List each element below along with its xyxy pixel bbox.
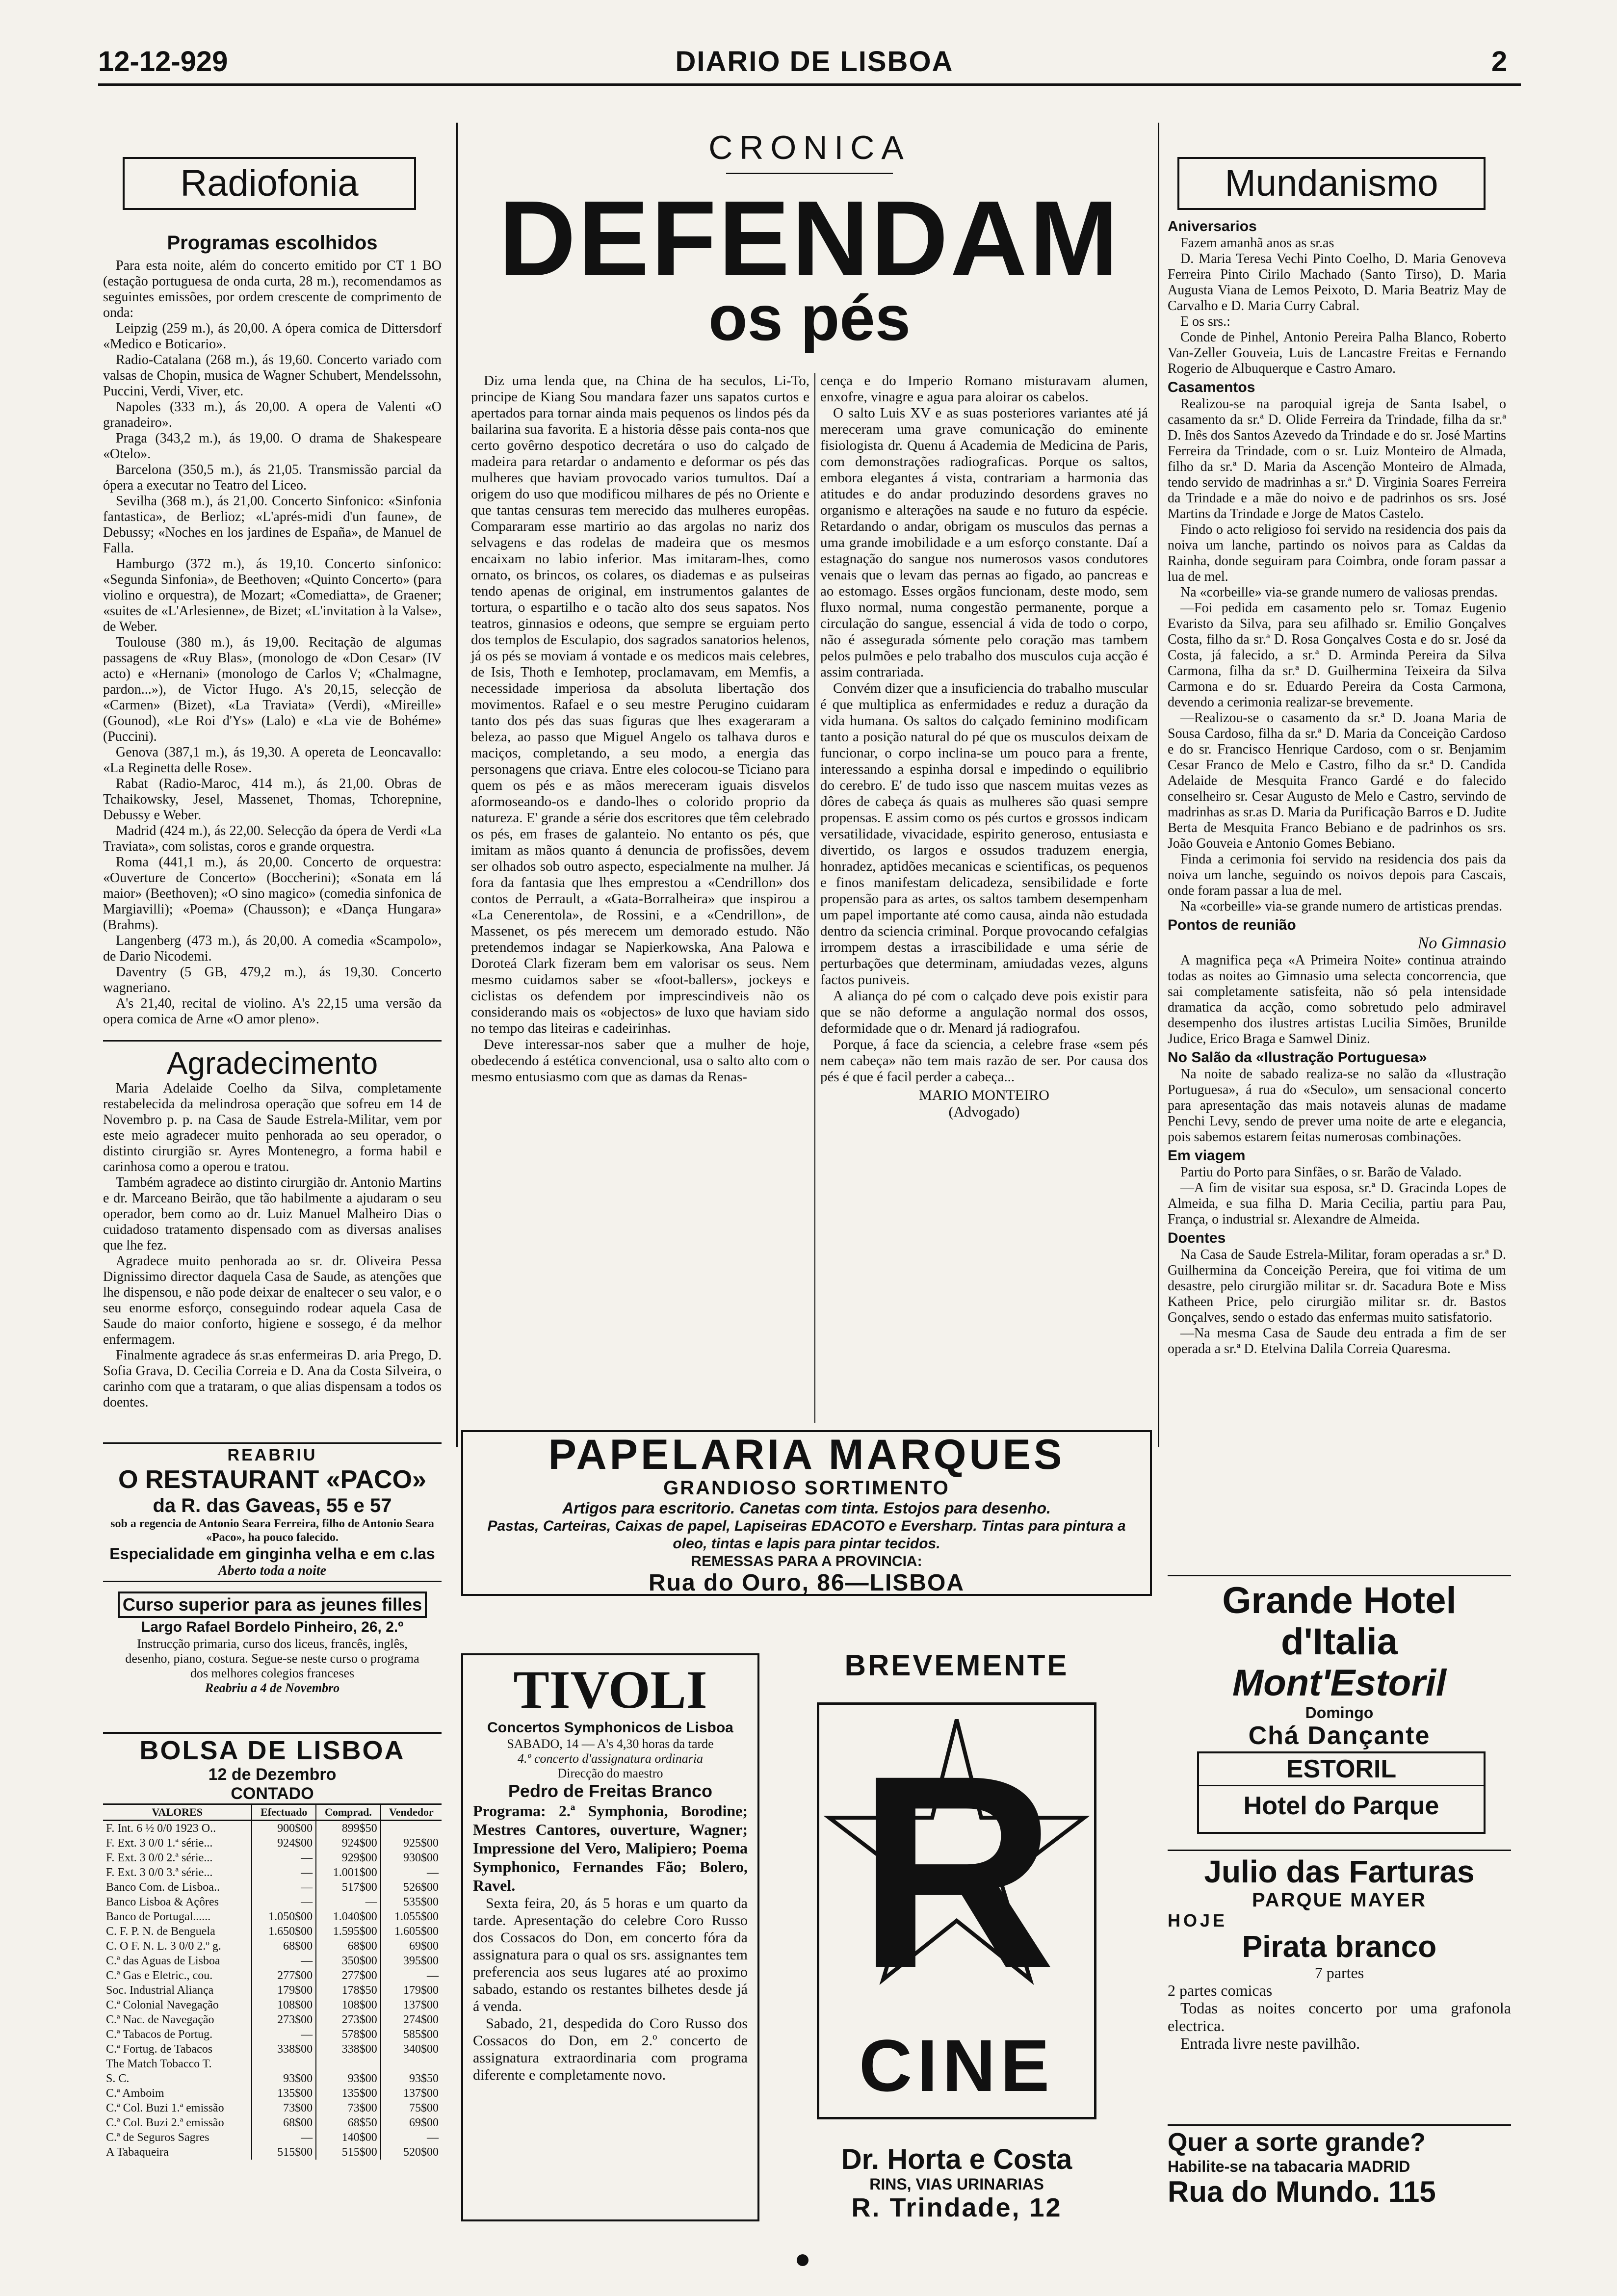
hotel-event: Chá Dançante (1248, 1722, 1431, 1750)
bolsa-col-valores: VALORES (103, 1804, 252, 1821)
bolsa-row (103, 1909, 442, 1924)
bolsa-header-row (103, 1804, 442, 1821)
radio-para: Rabat (Radio-Maroc, 414 m.), ás 21,00. Obras de Tchaikowsky, Jesel, Massenet, Thomas, Tchorepnine, Debussy e Weber. (103, 776, 442, 823)
bolsa-cell-name: C. O F. N. L. 3 0/0 2.º g. (106, 1940, 221, 1953)
bolsa-cell-value: 1.595$00 (316, 1924, 381, 1939)
mundanismo-heading: Em viagem (1168, 1148, 1246, 1164)
bolsa-cell-value: — (381, 1968, 442, 1983)
bolsa-cell-value: 135$00 (252, 2086, 316, 2101)
brevemente-ad (765, 1648, 1148, 2139)
bolsa-cell-value: 68$00 (316, 1939, 381, 1954)
bolsa-cell-value: 338$00 (316, 2042, 381, 2057)
cronica-author-note: (Advogado) (948, 1104, 1020, 1120)
cronica-para: O salto Luis XV e as suas posteriores variantes até já mereceram uma grave comunicação do eminente fisiologista dr. Quenu á Academia de Medicina de Paris, com demonstrações radiograficas. Porque os saltos, embora elegantes á vista, contrariam a harmonia das atitudes e do andar produzindo desordens graves no organismo e alterações na saude e no futuro da espécie. Retardando o andar, obrigam os musculos das pernas a uma grande imobilidade e a um esforço constante. Daí a estagnação do sangue nos numerosos vasos condutores venais que o levam das pernas ao figado, ao pancreas e ao estomago. Esses orgãos funcionam, deste modo, sem fluxo normal, numa congestão permanente, porque a circulação do sangue, essencial á vida de todo o corpo, não é assegurada sómente pelo coração mas tambem pelos pulmões e pelo trabalho dos musculos cuja acção é assim contrariada. (820, 405, 1148, 680)
bolsa-cell-name: A Tabaqueira (106, 2146, 169, 2159)
curso-ad (103, 1590, 442, 1697)
mundanismo-body (1168, 216, 1506, 1357)
papelaria-sub: GRANDIOSO SORTIMENTO (663, 1477, 950, 1499)
radio-para: Praga (343,2 m.), ás 19,00. O drama de Shakespeare «Otelo». (103, 431, 442, 462)
cronica-headline-2: os pés (708, 282, 911, 354)
bolsa-cell-value: 274$00 (381, 2012, 442, 2027)
bolsa-row (103, 1836, 442, 1851)
agradecimento-para: Maria Adelaide Coelho da Silva, completamente restabelecida da melindrosa operação que sofreu em 14 de Novembro p. p. na Casa de Saude Estrela-Militar, vem por este meio agradecer muito penhorada ao seu operador, o distinto cirurgião sr. Ayres Montenegro, a forma habil e carinhosa como a operou e tratou. (103, 1081, 442, 1174)
bolsa-cell-value: 1.050$00 (252, 1909, 316, 1924)
bolsa-cell-value: 340$00 (381, 2042, 442, 2057)
bolsa-cell-value: 925$00 (381, 1836, 442, 1851)
cronica-col-b (820, 373, 1148, 1121)
bolsa-cell-value: — (252, 1895, 316, 1909)
radio-para: Napoles (333 m.), ás 20,00. A opera de Valenti «O granadeiro». (103, 399, 442, 430)
masthead-title: DIARIO DE LISBOA (675, 46, 954, 78)
bolsa-cell-name: C. F. P. N. de Benguela (106, 1925, 215, 1938)
bolsa-title: BOLSA DE LISBOA (139, 1736, 405, 1765)
sorte-title: Quer a sorte grande? (1168, 2128, 1426, 2157)
bolsa-cell-value: 137$00 (381, 2086, 442, 2101)
page-date: 12-12-929 (98, 46, 228, 78)
hotel-italia-ad (1168, 1575, 1511, 1750)
bolsa-cell-value: — (252, 1865, 316, 1880)
radiofonia-box (123, 157, 416, 210)
radio-para: Sevilha (368 m.), ás 21,00. Concerto Sinfonico: «Sinfonia fantastica», de Berlioz; «L'aprés-midi d'un faune», de Debussy; «Noches en los jardines de España», de Manuel de Falla. (103, 494, 442, 556)
bolsa-row (103, 1998, 442, 2012)
bolsa-sub: CONTADO (231, 1784, 314, 1803)
bolsa-cell-value: 93$00 (316, 2071, 381, 2086)
agradecimento-section (103, 1040, 442, 1410)
cronica-para: A aliança do pé com o calçado deve pois existir para que se não deforme a angulação normal dos ossos, deformidade que o dr. Menard já radiografou. (820, 988, 1148, 1036)
bolsa-cell-value: 924$00 (316, 1836, 381, 1851)
hotel-day: Domingo (1305, 1704, 1374, 1722)
bolsa-table (103, 1803, 442, 2160)
brevemente-title: BREVEMENTE (844, 1649, 1069, 1682)
restaurant-paco-ad (103, 1442, 442, 1582)
bolsa-row (103, 1924, 442, 1939)
bolsa-cell-value: 1.040$00 (316, 1909, 381, 1924)
horta-address: R. Trindade, 12 (851, 2193, 1062, 2222)
bolsa-cell-name: F. Int. 6 ½ 0/0 1923 O.. (106, 1822, 216, 1835)
bolsa-cell-value: 350$00 (316, 1954, 381, 1968)
bolsa-row (103, 2071, 442, 2086)
bolsa-cell-value: 108$00 (316, 1998, 381, 2012)
hotel-name: Grande Hotel d'Italia (1222, 1580, 1457, 1663)
bolsa-cell-value: 517$00 (316, 1880, 381, 1895)
curso-body: Instrucção primaria, curso dos liceus, francês, inglês, desenho, piano, costura. Segue-se neste curso o programa dos melhores colegios franceses (125, 1637, 419, 1680)
bolsa-row (103, 1939, 442, 1954)
bolsa-cell-name: The Match Tobacco T. (106, 2058, 212, 2070)
mundanismo-title: Mundanismo (1225, 162, 1438, 204)
bolsa-cell-name: F. Ext. 3 0/0 3.ª série... (106, 1866, 213, 1879)
radiofonia-section (103, 231, 442, 1027)
bolsa-cell-value: 273$00 (252, 2012, 316, 2027)
bolsa-row (103, 2145, 442, 2160)
bolsa-cell-value: 1.650$00 (252, 1924, 316, 1939)
cronica-ornament (726, 173, 893, 174)
mundanismo-para: Fazem amanhã anos as sr.as (1180, 235, 1334, 251)
bolsa-cell-name: Banco de Portugal...... (106, 1910, 211, 1923)
bolsa-cell-value: 69$00 (381, 2115, 442, 2130)
bolsa-cell-name: C.ª Col. Buzi 2.ª emissão (106, 2116, 224, 2129)
curso-address: Largo Rafael Bordelo Pinheiro, 26, 2.º (141, 1619, 404, 1635)
radio-para: Leipzig (259 m.), ás 20,00. A ópera comica de Dittersdorf «Medico e Boticario». (103, 321, 442, 352)
bolsa-cell-value: 68$00 (252, 2115, 316, 2130)
bolsa-cell-value: 179$00 (381, 1983, 442, 1998)
bolsa-cell-value: 1.055$00 (381, 1909, 442, 1924)
bolsa-cell-name: Banco Com. de Lisboa.. (106, 1881, 220, 1894)
bolsa-cell-value: — (381, 2130, 442, 2145)
bolsa-cell-value: 140$00 (316, 2130, 381, 2145)
bolsa-row (103, 2057, 442, 2071)
bolsa-date: 12 de Dezembro (208, 1765, 337, 1784)
curso-reopen: Reabriu a 4 de Novembro (205, 1681, 340, 1695)
bolsa-cell-name: C.ª de Seguros Sagres (106, 2131, 209, 2144)
bolsa-cell-value: — (316, 1895, 381, 1909)
column-rule-1 (456, 123, 458, 1447)
julio-comic: 2 partes comicas (1168, 1982, 1273, 1999)
bolsa-cell-value: 395$00 (381, 1954, 442, 1968)
mundanismo-heading: No Salão da «Ilustração Portuguesa» (1168, 1049, 1427, 1066)
tivoli-sub: Concertos Symphonicos de Lisboa (487, 1720, 733, 1736)
radio-para: Roma (441,1 m.), ás 20,00. Concerto de orquestra: «Ouverture de Concerto» (Boccherini); «Sonata em lá maior» (Beethoven); «O sino magico» (comedia sinfonica de Margiavilli); «Poema» (Chausson); e «Dança Hungara» (Brahms). (103, 855, 442, 933)
bolsa-section (103, 1732, 442, 2160)
footer-ornament-icon (797, 2254, 808, 2266)
bolsa-cell-value: 93$50 (381, 2071, 442, 2086)
julio-today: HOJE (1168, 1910, 1228, 1931)
radiofonia-heading: Programas escolhidos (167, 232, 378, 254)
mundanismo-para: —Na mesma Casa de Saude deu entrada a fim de ser operada a sr.ª D. Etelvina Dalila Correia Quaresma. (1168, 1326, 1506, 1357)
radio-para: Madrid (424 m.), ás 22,00. Selecção da ópera de Verdi «La Traviata», com solistas, coros e grande orquestra. (103, 823, 442, 854)
estoril-ad (1197, 1751, 1486, 1834)
bolsa-col-efectuado: Efectuado (252, 1804, 316, 1821)
papelaria-line-3: REMESSAS PARA A PROVINCIA: (691, 1553, 922, 1569)
bolsa-cell-name: Banco Lisboa & Açôres (106, 1896, 219, 1908)
radio-para: Radio-Catalana (268 m.), ás 19,60. Concerto variado com valsas de Chopin, musica de Wagner Schubert, Mendelssohn, Puccini, Verdi, Viver, etc. (103, 352, 442, 399)
page-number: 2 (1491, 46, 1508, 78)
bolsa-cell-name: C.ª Colonial Navegação (106, 1999, 219, 2011)
bolsa-cell-value (252, 2057, 316, 2071)
mundanismo-para: Conde de Pinhel, Antonio Pereira Palha Blanco, Roberto Van-Zeller Gouveia, Luis de Lancastre Freitas e Fernando Rogerio de Albuquerque e Castro Amaro. (1168, 330, 1506, 376)
bolsa-cell-value: 1.605$00 (381, 1924, 442, 1939)
mundanismo-para: Finda a cerimonia foi servido na residencia dos pais da noiva um lanche, seguindo os noivos depois para Cascais, onde foram passar a lua de mel. (1168, 852, 1506, 898)
julio-place: PARQUE MAYER (1252, 1889, 1427, 1911)
radio-para: Barcelona (350,5 m.), ás 21,05. Transmissão parcial da ópera a executar no Teatro del Liceo. (103, 462, 442, 493)
tivoli-ad (461, 1653, 759, 2221)
bolsa-cell-value: 137$00 (381, 1998, 442, 2012)
agradecimento-para: Finalmente agradece ás sr.as enfermeiras D. aria Prego, D. Sofia Grava, D. Cecilia Correia e D. Ana da Costa Silveira, o carinho com que a trataram, o que alias dispensam a todos os doentes. (103, 1348, 442, 1410)
bolsa-cell-value: — (252, 2027, 316, 2042)
tivoli-line-2: 4.º concerto d'assignatura ordinaria (517, 1751, 704, 1766)
mundanismo-para: Partiu do Porto para Sinfães, o sr. Barão de Valado. (1180, 1165, 1462, 1180)
bolsa-row (103, 1895, 442, 1909)
bolsa-row (103, 1865, 442, 1880)
bolsa-cell-name: Soc. Industrial Aliança (106, 1984, 214, 1997)
bolsa-cell-value: 535$00 (381, 1895, 442, 1909)
tivoli-body-3: Sabado, 21, despedida do Coro Russo dos Cossacos do Don, em 2.º concerto de assignatura extraordinaria com programa diferente e completamente novo. (473, 2015, 748, 2083)
bolsa-cell-name: F. Ext. 3 0/0 2.ª série... (106, 1852, 213, 1864)
bolsa-cell-name: C.ª das Aguas de Lisboa (106, 1955, 220, 1967)
restaurant-name: O RESTAURANT «PACO» (118, 1465, 426, 1494)
horta-sub: RINS, VIAS URINARIAS (869, 2175, 1044, 2193)
tivoli-body-2: Sexta feira, 20, ás 5 horas e um quarto da tarde. Apresentação do celebre Coro Russo dos Cossacos do Don, em concerto fóra da assignatura para o qual os srs. assignantes tem preferencia aos seus lugares até ao proximo sabado, estando os restantes bilhetes desde já á venda. (473, 1895, 748, 2014)
mundanismo-heading: Pontos de reunião (1168, 917, 1296, 933)
cronica-para: Porque, á face da sciencia, a celebre frase «sem pés nem cabeça» não tem mais razão de ser. Por causa dos pés é que é facil perder a cabeça... (820, 1037, 1148, 1085)
radio-para: Daventry (5 GB, 479,2 m.), ás 19,30. Concerto wagneriano. (103, 965, 442, 995)
estoril-hotel: Hotel do Parque (1243, 1792, 1439, 1820)
mundanismo-para: —Foi pedida em casamento pelo sr. Tomaz Eugenio Evaristo da Silva, para seu afilhado sr. Emilio Gonçalves Costa, filho da sr.ª D. Rosa Gonçalves Costa e do sr. José da Costa, já falecido, a sr.ª D. Arminda Pereira da Silva Carmona, filha da sr.ª D. Guilhermina Teixeira da Silva Carmona e do sr. Eduardo Pereira da Costa Carmona, devendo a cerimonia realizar-se brevemente. (1168, 600, 1506, 710)
tivoli-line-1: SABADO, 14 — A's 4,30 horas da tarde (507, 1737, 714, 1751)
bolsa-row (103, 1968, 442, 1983)
julio-entry: Entrada livre neste pavilhão. (1180, 2035, 1360, 2052)
bolsa-cell-value: 578$00 (316, 2027, 381, 2042)
mundanismo-para: Findo o acto religioso foi servido na residencia dos pais da noiva um lanche, partindo os noivos para as Caldas da Rainha, donde seguiram para Coimbra, onde foram passar a lua de mel. (1168, 522, 1506, 584)
estoril-name: ESTORIL (1199, 1753, 1484, 1786)
mundanismo-para: A magnifica peça «A Primeira Noite» continua atraindo todas as noites ao Gimnasio uma selecta concorrencia, que sai completamente satisfeita, não só pela intensidade dramatica da acção, como sobretudo pelo admiravel desempenho dos ilustres artistas Lucilia Simões, Brunilde Judice, Erico Braga e Samwel Diniz. (1168, 953, 1506, 1046)
papelaria-marques-ad (461, 1430, 1152, 1596)
header-rule (98, 83, 1521, 86)
bolsa-cell-value: 520$00 (381, 2145, 442, 2160)
mundanismo-para: Na «corbeille» via-se grande numero de artisticas prendas. (1180, 899, 1503, 914)
bolsa-cell-value: 73$00 (316, 2101, 381, 2115)
bolsa-cell-name: C.ª Tabacos de Portug. (106, 2028, 213, 2041)
restaurant-speciality: Especialidade em ginginha velha e em c.las (109, 1545, 435, 1563)
cine-word: CINE (859, 2024, 1055, 2107)
bolsa-cell-value: 277$00 (316, 1968, 381, 1983)
bolsa-cell-value: 135$00 (316, 2086, 381, 2101)
bolsa-cell-name: C.ª Col. Buzi 1.ª emissão (106, 2102, 224, 2114)
papelaria-line-2: Pastas, Carteiras, Caixas de papel, Lapiseiras EDACOTO e Eversharp. Tintas para pintura a oleo, tintas e lapis para pintar tecidos. (487, 1518, 1126, 1552)
mundanismo-para: E os srs.: (1180, 314, 1230, 329)
cronica-para: cença e do Imperio Romano misturavam alumen, enxofre, vinagre e agua para aloirar os cabelos. (820, 373, 1148, 405)
bolsa-cell-value: 93$00 (252, 2071, 316, 2086)
bolsa-cell-value: 277$00 (252, 1968, 316, 1983)
tivoli-line-3: Direcção do maestro (557, 1766, 663, 1780)
bolsa-cell-value: 73$00 (252, 2101, 316, 2115)
mundanismo-para: —Realizou-se o casamento da sr.ª D. Joana Maria de Sousa Cardoso, filha da sr.ª D. Maria da Conceição Cardoso e do sr. Francisco Henrique Cardoso, com o sr. Benjamim Cesar Franco de Melo e Castro, filho da sr.ª D. Candida Adelaide de Mesquita Franco Gardé e do falecido conselheiro sr. Cesar Augusto de Melo e Castro, servindo de madrinhas as sr.as D. Maria da Purificação Barros e D. Judite Berta de Mesquita Franco Bebiano e de padrinhos os srs. João Gouveia e Antonio Gomes Bebiano. (1168, 710, 1506, 851)
radio-para: Para esta noite, além do concerto emitido por CT 1 BO (estação portuguesa de onda curta, 28 m.), recomendamos as seguintes emissões, por ordem crescente de comprimento de onda: (103, 258, 442, 320)
bolsa-row (103, 2101, 442, 2115)
bolsa-cell-value: 338$00 (252, 2042, 316, 2057)
bolsa-cell-value: 585$00 (381, 2027, 442, 2042)
papelaria-name: PAPELARIA MARQUES (548, 1431, 1065, 1478)
mundanismo-para: Na «corbeille» via-se grande numero de valiosas prendas. (1180, 585, 1498, 600)
tivoli-name: TIVOLI (513, 1660, 707, 1720)
restaurant-address: da R. das Gaveas, 55 e 57 (153, 1495, 392, 1516)
cine-logo (817, 1702, 1096, 2119)
cronica-col-divider (814, 373, 815, 1423)
bolsa-cell-name: C.ª Amboim (106, 2087, 164, 2100)
cronica-kicker: CRONICA (708, 129, 911, 166)
hotel-place: Mont'Estoril (1232, 1662, 1447, 1704)
mundanismo-para: Na noite de sabado realiza-se no salão da «Ilustração Portuguesa», á rua do «Seculo», um sensacional concerto para apresentação das mais notaveis alunas de madame Penchi Levy, sendo de prever uma noite de arte e elegancia, pois sabemos estarem feitas numerosas combinações. (1168, 1067, 1506, 1145)
sorte-grande-ad (1168, 2124, 1511, 2208)
tivoli-programme: Programa: 2.ª Symphonia, Borodine; Mestres Cantores, ouverture, Wagner; Impressione del Vero, Malipiero; Poema Symphonico, Fernandes Fão; Bolero, Ravel. (473, 1802, 748, 1894)
bolsa-cell-value: — (252, 1851, 316, 1865)
bolsa-cell-value: — (252, 2130, 316, 2145)
horta-name: Dr. Horta e Costa (841, 2143, 1072, 2175)
bolsa-cell-value: 515$00 (252, 2145, 316, 2160)
bolsa-cell-value: 900$00 (252, 1821, 316, 1836)
bolsa-row (103, 2012, 442, 2027)
cronica-author: MARIO MONTEIRO (919, 1087, 1049, 1103)
bolsa-cell-value: 69$00 (381, 1939, 442, 1954)
bolsa-row (103, 1983, 442, 1998)
cronica-para: Diz uma lenda que, na China de ha seculos, Li-To, principe de Kiang Sou mandara fazer uns sapatos curtos e apertados para tornar ainda mais pequenos os lindos pés da bailarina sua favorita. E a historia dêsse pais conta-nos que certo govêrno despotico decretára o uso do calçado de madeira para retardar o andamento e deformar os pés das mulheres que haviam provocado varios tumultos. Daí a origem do uso que modificou milhares de pés no Oriente e que tantas censuras tem merecido das mulheres europêas. Compararam esse martirio ao das argolas no nariz dos selvagens e das rodelas de madeira que os mesmos encaixam no labio inferior. Mas imitaram-lhes, como ornato, os brincos, os colares, os diademas e as pulseiras tendo apenas de original, em instrumentos galantes de tortura, o espartilho e o tacão alto dos seus sapatos. Nos teatros, ginnasios e odeons, que sempre se erguiam perto dos templos de Esculapio, dos sagrados sanatorios helenos, já os pés se moviam á vontade e os medicos mais celebres, de Isis, Thoth e Iemhotep, proclamavam, em Memfis, a necessidade imperiosa da absoluta libertação dos movimentos. Rafael e o seu mestre Perugino cuidaram tanto dos pés das suas figuras que lhes exageraram a beleza, ao passo que Miguel Angelo os talhava duros e maciços, completando, a seu modo, a energia das personagens que criava. Entre eles colocou-se Ticiano para quem os pés e as mãos mereceram iguais disvelos aformoseando-os e dando-lhes o colorido proprio da natureza. E' grande a série dos escritores que têm celebrado os pés, em frases de galanteio. No entanto os pés, que imitam as mãos quanto á denuncia de profissões, devem ser olhados sob outro aspecto, especialmente na mulher. Já fora da fantasia que lhes emprestou a «Cendrillon» dos contos de Perrault, a «Gata-Borralheira» que inspirou a «La Cenerentola», de Rossini, e a «Cendrillon», de Massenet, os pés merecem um demorado estudo. Não pretendemos indagar se Napierkowska, Ana Palowa e Doroteá Clark fizeram bem em valorisar os seus. Nem mesmo cuidamos saber se «foot-ballers», jockeys e ciclistas os defendem por imprescindiveis não os considerando mais os «objectos» de luxo que haviam sido no tempo das liteiras e cadeirinhas. (471, 373, 809, 1036)
bolsa-cell-value (381, 1821, 442, 1836)
radio-para: Toulouse (380 m.), ás 19,00. Recitação de algumas passagens de «Ruy Blas», (monologo de «Don Cesar» (IV acto) e «Hernani» (monologo de Carlos V; «Chalmagne, pardon...»), de Victor Hugo. A's 20,15, selecção de «Carmen» (Bizet), «La Traviata» (Verdi), «Mireille» (Gounod), «Le Roi d'Ys» (Lalo) e «La vie de Bohéme» (Puccini). (103, 635, 442, 744)
restaurant-reabriu: REABRIU (227, 1446, 317, 1464)
radio-para: A's 21,40, recital de violino. A's 22,15 uma versão da opera comica de Arne «O amor pleno». (103, 996, 442, 1027)
bolsa-cell-value: — (252, 1954, 316, 1968)
cronica-para: Deve interessar-nos saber que a mulher de hoje, obedecendo á estética convencional, usa o salto alto com o mesmo entusiasmo com que as damas da Renas- (471, 1037, 809, 1085)
mundanismo-heading: Aniversarios (1168, 218, 1257, 235)
mundanismo-para: —A fim de visitar sua esposa, sr.ª D. Gracinda Lopes de Almeida, e sua filha D. Maria Cecilia, partiu para Pau, França, o industrial sr. Alexandre de Almeida. (1168, 1180, 1506, 1227)
cronica-col-a (471, 373, 809, 1085)
bolsa-cell-name: C.ª Nac. de Navegação (106, 2013, 214, 2026)
bolsa-cell-value: 924$00 (252, 1836, 316, 1851)
bolsa-table-body (103, 1821, 442, 2160)
curso-title: Curso superior para as jeunes filles (118, 1592, 427, 1618)
bolsa-cell-value (316, 2057, 381, 2071)
papelaria-line-1: Artigos para escritorio. Canetas com tinta. Estojos para desenho. (562, 1499, 1051, 1517)
column-rule-2 (1158, 123, 1159, 1447)
sorte-tabacaria: Habilite-se na tabacaria MADRID (1168, 2158, 1410, 2175)
bolsa-cell-value: 68$50 (316, 2115, 381, 2130)
julio-film: Pirata branco (1242, 1930, 1437, 1964)
bolsa-cell-value: 930$00 (381, 1851, 442, 1865)
bolsa-row (103, 1851, 442, 1865)
bolsa-cell-value: 526$00 (381, 1880, 442, 1895)
bolsa-cell-name: C.ª Gas e Eletric., cou. (106, 1969, 213, 1982)
mundanismo-para: Na Casa de Saude Estrela-Militar, foram operadas a sr.ª D. Guilhermina da Conceição Pereira, que foi vitima de um desastre, pelo cirurgião militar sr. dr. Sacadura Bote e Miss Katheen Price, pelo cirurgião militar sr. dr. Bastos Gonçalves, sendo o estado das enfermas muito satisfatorio. (1168, 1247, 1506, 1325)
radiofonia-title: Radiofonia (180, 162, 359, 204)
bolsa-cell-value: 68$00 (252, 1939, 316, 1954)
cronica-para: Convém dizer que a insuficiencia do trabalho muscular é que multiplica as enfermidades e reduz a duração da vida humana. Os saltos do calçado feminino modificam tanto a posição natural do pé que os musculos deixam de funcionar, o corpo inclina-se um pouco para a frente, interessando a espinha dorsal e impedindo o equilibrio do cerebro. E' de tudo isso que nascem muitas vezes as dôres de cabeça ás quais as mulheres são quasi sempre propensas. E assim como os pés curtos e grossos indicam versatilidade, vivacidade, espirito generoso, entusiasta e divertido, os largos e ossudos traduzem energia, honradez, aptidões mecanicas e scientificas, os pequenos e finos manifestam delicadeza, sensibilidade e forte propensão para as artes, os saltos tambem desempenham um papel importante até como causa, ainda não estudada dentro da sciencia criminal. Porque provocando cefalgias irrompem destas a irrascibilidade e uma série de perturbações que determinam, amiudadas vezes, alguns factos puniveis. (820, 680, 1148, 988)
bolsa-cell-value: 899$50 (316, 1821, 381, 1836)
radio-para: Hamburgo (372 m.), ás 19,10. Concerto sinfonico: «Segunda Sinfonia», de Beethoven; «Quinto Concerto» (para violino e orquestra), de Mozart; «Comediatta», de Graener; «suites de «L'Arlesienne», de Bizet; «L'invitation à la Valse», de Weber. (103, 556, 442, 634)
bolsa-row (103, 2042, 442, 2057)
mundanismo-heading: Doentes (1168, 1230, 1226, 1246)
bolsa-cell-name: S. C. (106, 2072, 130, 2085)
papelaria-address: Rua do Ouro, 86—LISBOA (648, 1570, 965, 1596)
sorte-address: Rua do Mundo. 115 (1168, 2175, 1436, 2208)
bolsa-cell-value: — (252, 1880, 316, 1895)
cine-letter: R (857, 1718, 1056, 2025)
bolsa-row (103, 2086, 442, 2101)
mundanismo-box (1177, 157, 1486, 210)
bolsa-row (103, 2027, 442, 2042)
bolsa-cell-value: 108$00 (252, 1998, 316, 2012)
horta-costa-ad (765, 2144, 1148, 2222)
bolsa-cell-value: 273$00 (316, 2012, 381, 2027)
agradecimento-para: Agradece muito penhorada ao sr. dr. Oliveira Pessa Dignissimo director daquela Casa de Saude, as atenções que lhe dispensou, e não pode deixar de enaltecer o seu valor, e o seu enorme esforço, conseguindo rodear aquela Casa de Saude do maior conforto, higiene e sossego, é da melhor enfermagem. (103, 1253, 442, 1347)
radio-para: Genova (387,1 m.), ás 19,30. A opereta de Leoncavallo: «La Reginetta delle Rose». (103, 745, 442, 776)
bolsa-cell-value: 179$00 (252, 1983, 316, 1998)
restaurant-hours: Aberto toda a noite (218, 1563, 327, 1578)
bolsa-row (103, 1821, 442, 1836)
restaurant-note: sob a regencia de Antonio Seara Ferreira, filho de Antonio Seara «Paco», ha pouco falecido. (110, 1517, 434, 1544)
radio-para: Langenberg (473 m.), ás 20,00. A comedia «Scampolo», de Dario Nicodemi. (103, 933, 442, 964)
bolsa-cell-value: 75$00 (381, 2101, 442, 2115)
bolsa-cell-name: F. Ext. 3 0/0 1.ª série... (106, 1837, 213, 1850)
bolsa-row (103, 1880, 442, 1895)
julio-ad (1168, 1850, 1511, 2052)
bolsa-row (103, 2130, 442, 2145)
bolsa-cell-value: 178$50 (316, 1983, 381, 1998)
mundanismo-para: D. Maria Teresa Vechi Pinto Coelho, D. Maria Genoveva Ferreira Pinto Cirilo Machado (Santo Tirso), D. Maria Augusta Viana de Lemos Peixoto, D. Maria Beatriz May de Carvalho e D. Maria Curry Cabral. (1168, 251, 1506, 313)
bolsa-cell-value (381, 2057, 442, 2071)
bolsa-row (103, 1954, 442, 1968)
agradecimento-para: Também agradece ao distinto cirurgião dr. Antonio Martins e dr. Marceano Beirão, que tão habilmente a ajudaram o seu operador, bem como ao dr. Luiz Manuel Malheiro Dias o cuidadoso tratamento dispensado com as diversas analises que lhe fez. (103, 1175, 442, 1253)
bolsa-cell-value: 929$00 (316, 1851, 381, 1865)
cronica-headline-1: DEFENDAM (498, 179, 1121, 298)
bolsa-cell-value: — (381, 1865, 442, 1880)
mundanismo-para: Realizou-se na paroquial igreja de Santa Isabel, o casamento da sr.ª D. Olide Ferreira da Trindade, filha da sr.ª D. Inês dos Santos Azevedo da Trindade e do sr. José Martins Ferreira da Trindade, com o sr. Luiz Monteiro de Almada, filho da sr.ª D. Maria da Ascenção Monteiro de Almada, tendo servido de madrinhas a sr.ª D. Virginia Soares Ferreira da Trindade e a mãe do noivo e de padrinhos os srs. José Martins da Trindade e Jorge de Matos Castelo. (1168, 396, 1506, 522)
julio-name: Julio das Farturas (1204, 1854, 1475, 1889)
mundanismo-subheading: No Gimnasio (1417, 934, 1506, 952)
bolsa-cell-value: 1.001$00 (316, 1865, 381, 1880)
bolsa-col-comprad: Comprad. (316, 1804, 381, 1821)
julio-concert: Todas as noites concerto por uma grafonola electrica. (1168, 1999, 1511, 2035)
bolsa-row (103, 2115, 442, 2130)
agradecimento-title: Agradecimento (166, 1045, 378, 1081)
bolsa-col-vendedor: Vendedor (381, 1804, 442, 1821)
tivoli-maestro: Pedro de Freitas Branco (508, 1781, 713, 1801)
mundanismo-heading: Casamentos (1168, 379, 1255, 395)
bolsa-cell-name: C.ª Fortug. de Tabacos (106, 2043, 213, 2056)
julio-parts: 7 partes (1314, 1964, 1364, 1982)
bolsa-cell-value: 515$00 (316, 2145, 381, 2160)
